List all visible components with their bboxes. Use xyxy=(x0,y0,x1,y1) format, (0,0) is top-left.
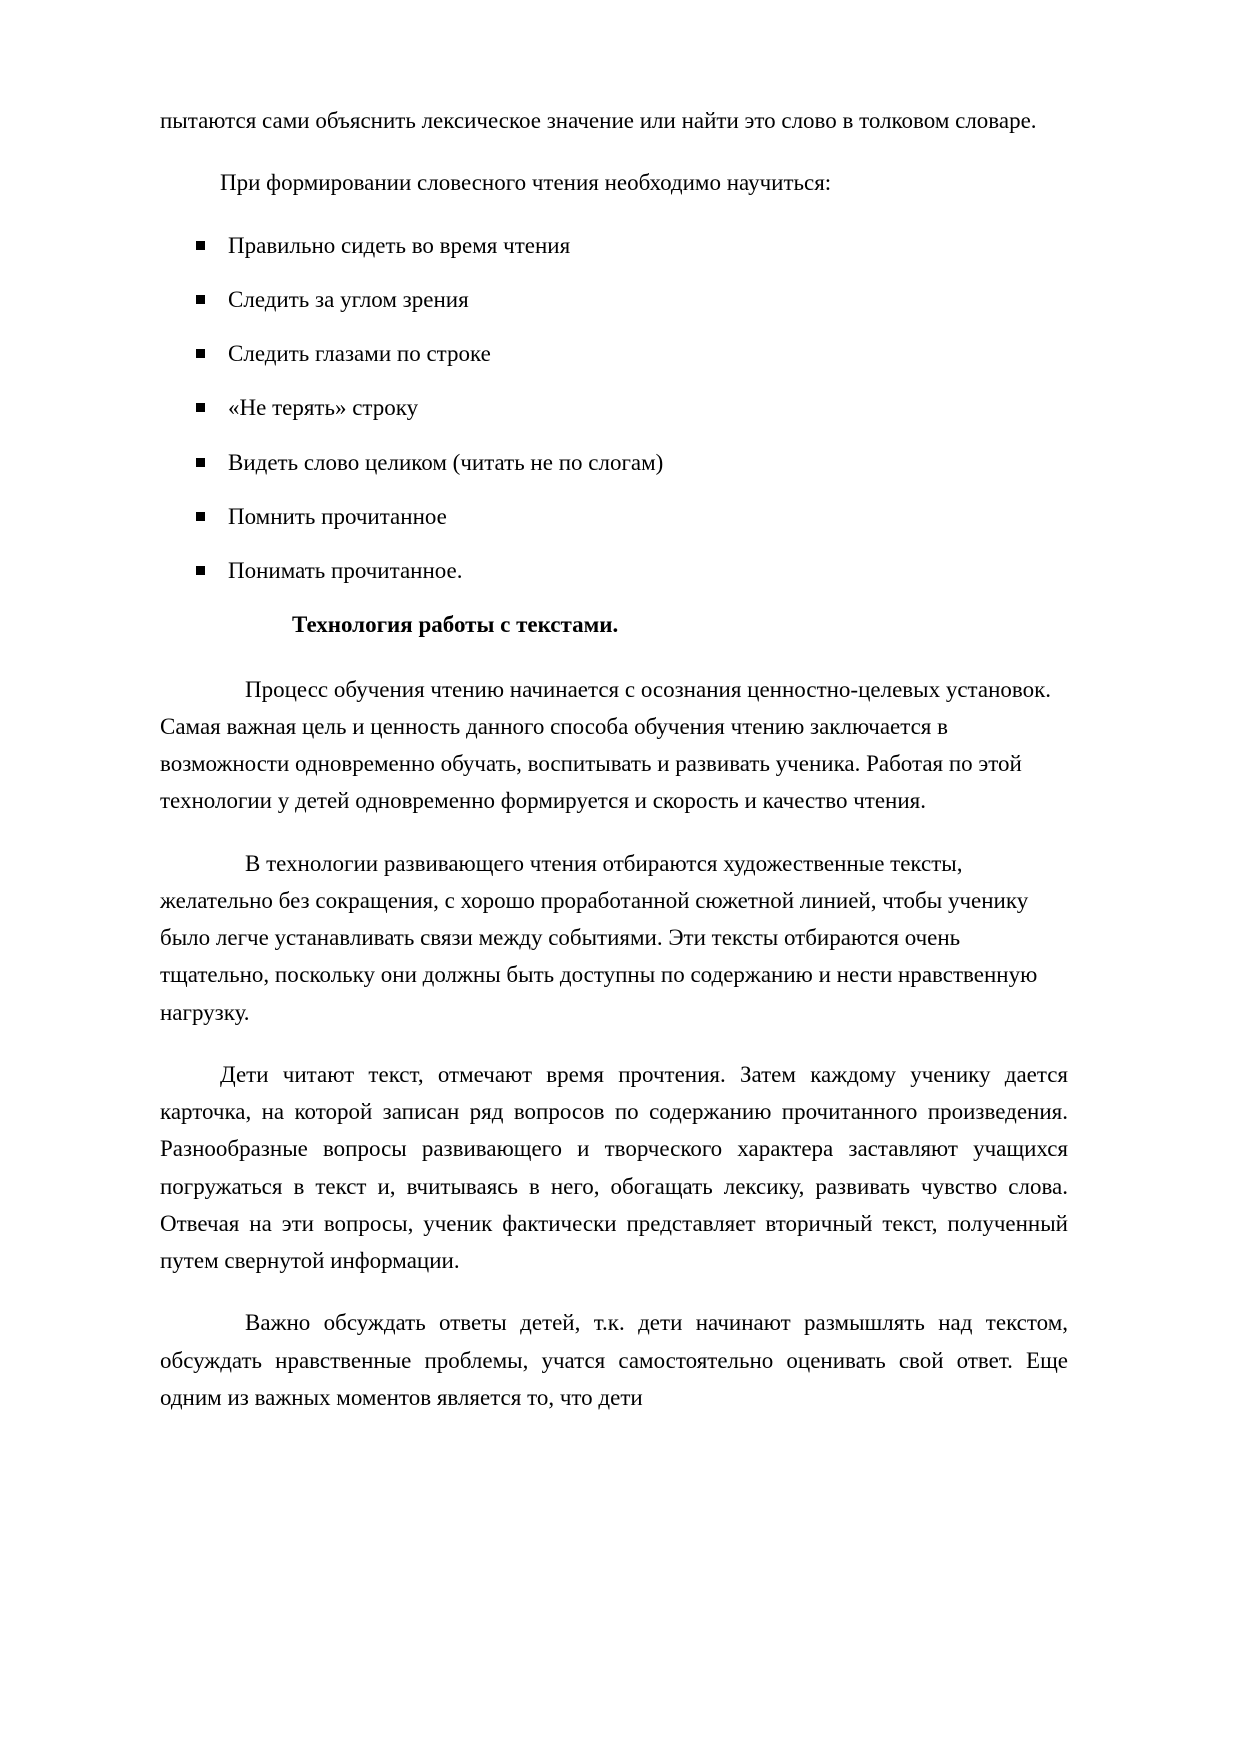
list-item-text: Помнить прочитанное xyxy=(228,503,447,529)
bullet-square-icon xyxy=(196,403,205,412)
list-item xyxy=(160,444,1068,481)
paragraph-lead-in: При формировании словесного чтения необходимо научиться: xyxy=(220,170,832,196)
list-item-text: Правильно сидеть во время чтения xyxy=(228,232,571,258)
bullet-square-icon xyxy=(196,349,205,358)
paragraph-technology: В технологии развивающего чтения отбираются художественные тексты, желательно без сокращения, с хорошо проработанной сюжетной линией, чтобы ученику было легче устанавливать связи между событиями. Эти тексты отбираются очень тщательно, поскольку они должны быть доступны по содержанию и нести нравственную нагрузку. xyxy=(160,850,1038,1025)
bullet-square-icon xyxy=(196,241,205,250)
list-item-text: «Не терять» строку xyxy=(228,395,419,421)
list-item-text: Видеть слово целиком (читать не по слогам) xyxy=(228,449,664,475)
list-item-text: Следить глазами по строке xyxy=(228,341,491,366)
list-item-text: Понимать прочитанное. xyxy=(228,558,463,583)
paragraph-process: Процесс обучения чтению начинается с осознания ценностно-целевых установок. Самая важная цель и ценность данного способа обучения чтению заключается в возможности одновременно обучать, воспитывать и развивать ученика. Работая по этой технологии у детей одновременно формируется и скорость и качество чтения. xyxy=(160,676,1052,814)
paragraph-children-read: Дети читают текст, отмечают время прочтения. Затем каждому ученику дается карточка, на которой записан ряд вопросов по содержанию прочитанного произведения. Разнообразные вопросы развивающего и творческого характера заставляют учащихся погружаться в текст и, вчитываясь в него, обогащать лексику, развивать чувство слова. Отвечая на эти вопросы, ученик фактически представляет вторичный текст, полученный путем свернутой информации. xyxy=(160,1061,1068,1273)
list-item xyxy=(160,498,1068,535)
section-heading: Технология работы с текстами. xyxy=(292,612,619,638)
list-item xyxy=(160,552,1068,589)
bullet-square-icon xyxy=(196,295,205,304)
bullet-square-icon xyxy=(196,458,205,467)
paragraph-intro-continuation: пытаются сами объяснить лексическое значение или найти это слово в толковом словаре. xyxy=(160,108,1037,133)
list-item xyxy=(160,335,1068,372)
list-item xyxy=(160,227,1068,264)
list-item-text: Следить за углом зрения xyxy=(228,286,469,312)
paragraph-discuss: Важно обсуждать ответы детей, т.к. дети начинают размышлять над текстом, обсуждать нравственные проблемы, учатся самостоятельно оценивать свой ответ. Еще одним из важных моментов является то, что дети xyxy=(160,1310,1068,1410)
list-item xyxy=(160,281,1068,318)
bullet-square-icon xyxy=(196,566,205,575)
bullet-list xyxy=(160,227,1068,590)
list-item xyxy=(160,389,1068,426)
bullet-square-icon xyxy=(196,512,205,521)
